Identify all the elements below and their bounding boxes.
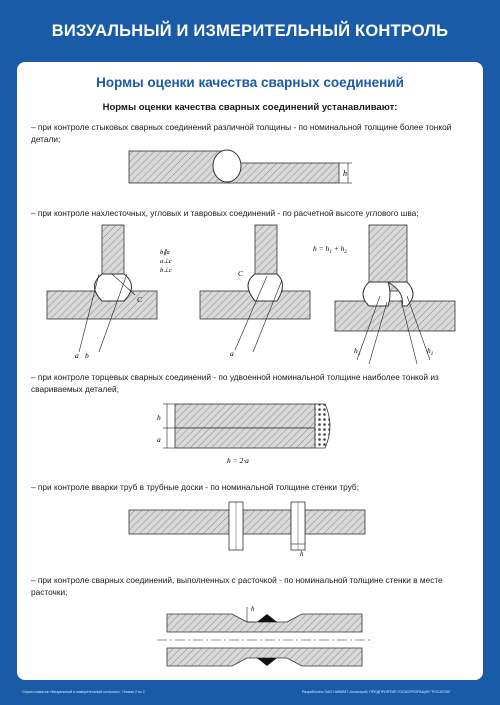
lead-text: Нормы оценки качества сварных соединений устанавливают: <box>102 102 398 113</box>
footer-right: Разработано ОАО НИКИМТ-Атомстрой, ПРЕДПРИЯТИЕ ГОСКОРПОРАЦИИ "РОСАТОМ" <box>302 690 451 694</box>
fillet-figure-a <box>47 225 157 360</box>
criterion-edge: – при контроле торцевых сварных соединений - по удвоенной номинальной толщине наиболее тонкой из свариваемых деталей; <box>31 372 439 394</box>
content-panel <box>17 62 483 680</box>
fillet-b-label: b <box>85 351 89 360</box>
weld-diagrams <box>17 62 483 680</box>
fillet-c-label: C <box>137 295 143 304</box>
svg-text:h2: $h_2$ <box>354 346 361 357</box>
svg-text:a: a <box>230 349 234 358</box>
svg-text:a: a <box>157 435 161 444</box>
header-banner <box>0 0 500 62</box>
butt-joint-figure <box>129 150 352 183</box>
section-title: Нормы оценки качества сварных соединений <box>96 75 404 90</box>
butt-h-label: h <box>343 169 347 178</box>
fillet-figure-b <box>200 225 310 358</box>
criterion-tube: – при контроле вварки труб в трубные доски - по номинальной толщине стенки труб; <box>31 482 359 492</box>
svg-text:C: C <box>238 269 244 278</box>
criterion-butt: – при контроле стыковых сварных соединений различной толщины - по номинальной толщине более тонкой детали; <box>31 122 452 144</box>
fillet-figure-c <box>313 225 455 364</box>
poster-title: ВИЗУАЛЬНЫЙ И ИЗМЕРИТЕЛЬНЫЙ КОНТРОЛЬ <box>51 21 449 40</box>
svg-text:h1: $h_1$ <box>427 346 434 357</box>
fillet-a-label: a <box>75 351 79 360</box>
criterion-bore: – при контроле сварных соединений, выполненных с расточкой - по номинальной толщине стенки в месте расточки; <box>31 575 443 597</box>
svg-text:a⊥c: a⊥c <box>160 258 172 265</box>
svg-text:h: h <box>251 605 255 613</box>
svg-text:b⊥c: b⊥c <box>160 267 172 274</box>
svg-text:b∥a: b∥a <box>160 249 170 256</box>
bored-joint-figure <box>157 605 372 666</box>
svg-text:h: h <box>157 413 161 422</box>
footer-left: Серия плакатов «Визуальный и измерительный контроль». Плакат 2 из 2 <box>22 690 145 694</box>
fillet-legend <box>160 248 172 274</box>
svg-text:h = 2·a: h = 2·a <box>227 456 249 465</box>
edge-weld-figure <box>157 404 330 465</box>
tube-weld-figure <box>129 502 365 558</box>
fillet-formula: $h = h_1 + h_2$ <box>313 244 347 255</box>
criterion-fillet: – при контроле нахлесточных, угловых и тавровых соединений - по расчетной высоте углового шва; <box>31 208 419 218</box>
svg-text:h: h <box>300 550 304 558</box>
